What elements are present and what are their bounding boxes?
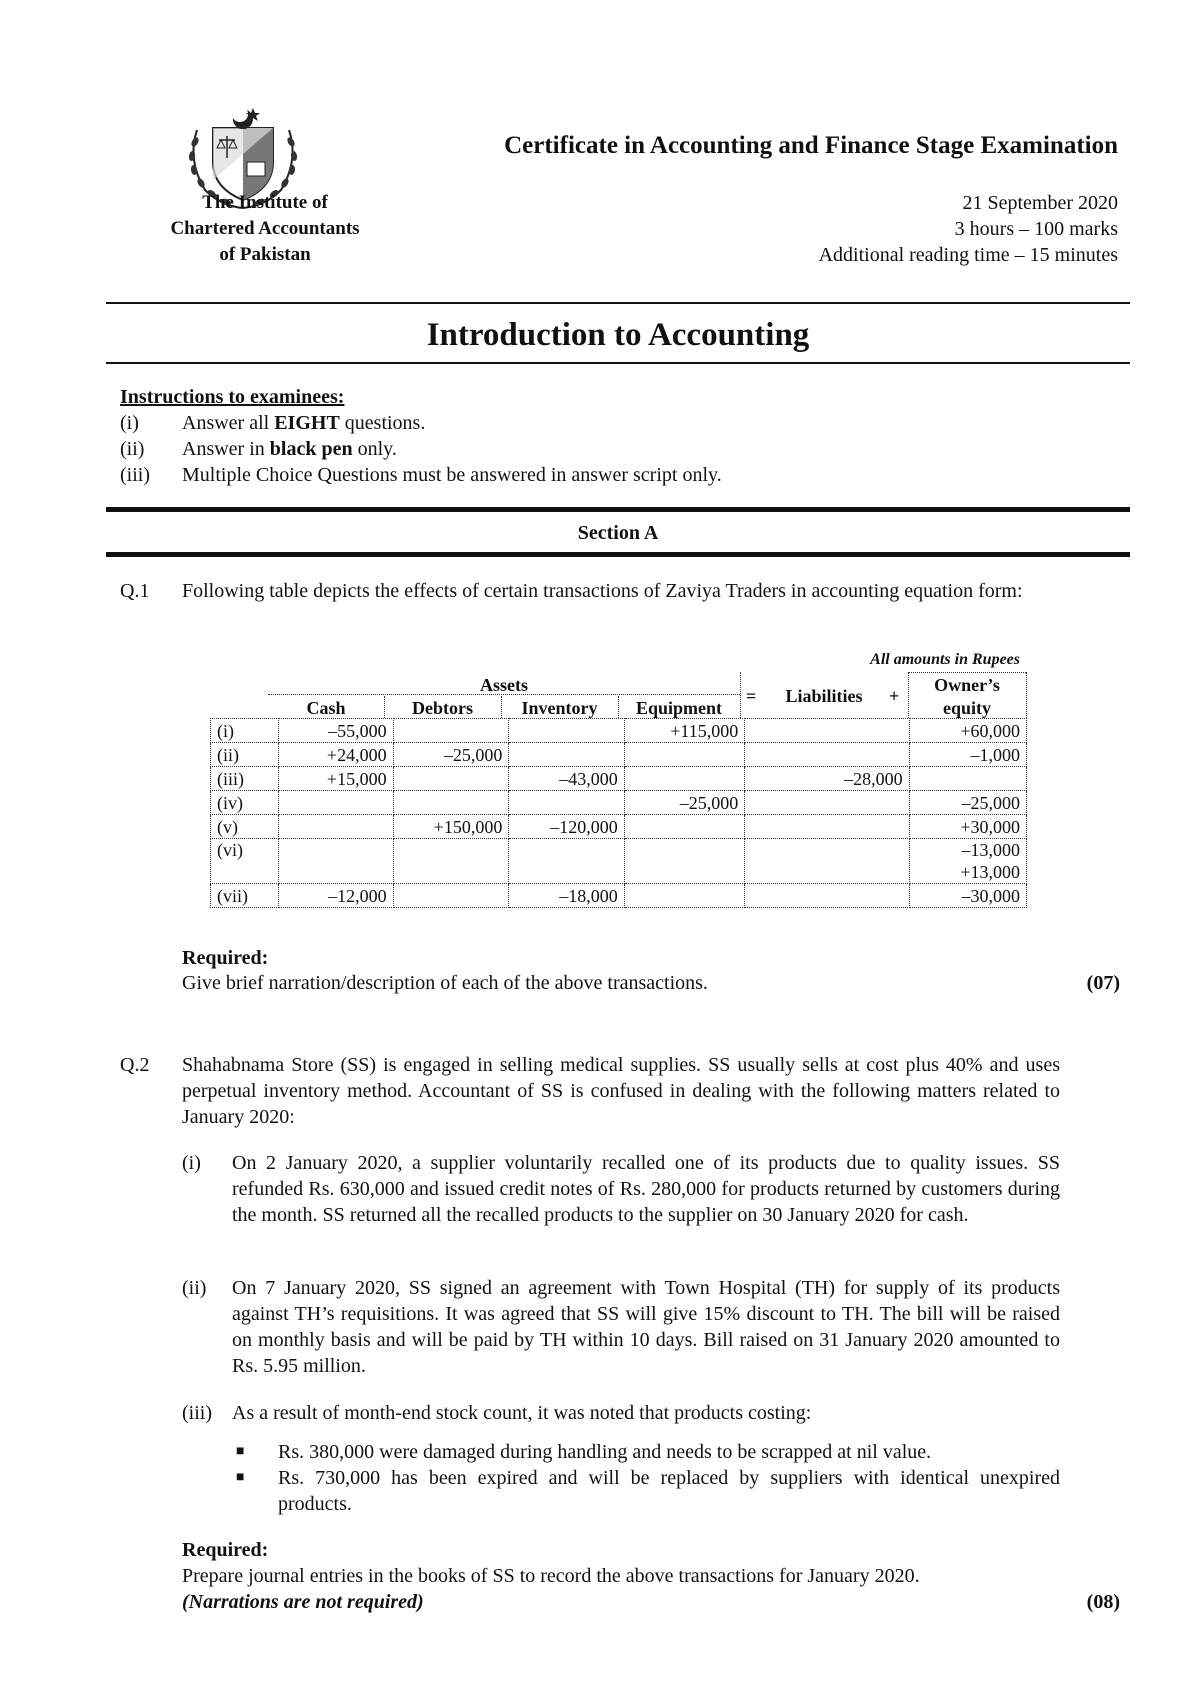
cell-liabilities bbox=[745, 743, 909, 767]
cell-inventory: –120,000 bbox=[509, 815, 624, 839]
cell-inventory: –43,000 bbox=[509, 767, 624, 791]
q1-required-text: Give brief narration/description of each of the above transactions. bbox=[182, 972, 708, 994]
cell-equipment bbox=[624, 767, 745, 791]
q2-item-number: (iii) bbox=[182, 1402, 212, 1424]
institute-name-line-3: of Pakistan bbox=[219, 244, 311, 265]
instruction-number: (i) bbox=[120, 412, 139, 434]
cell-equipment: +115,000 bbox=[624, 719, 745, 743]
q2-required-text: Prepare journal entries in the books of SS to record the above transactions for January 2020. bbox=[182, 1565, 920, 1587]
cell-debtors bbox=[393, 839, 509, 884]
paper-title: Introduction to Accounting bbox=[426, 317, 810, 353]
cell-equipment bbox=[624, 884, 745, 908]
cell-equity bbox=[909, 767, 1026, 791]
row-label: (i) bbox=[211, 719, 279, 743]
cell-cash bbox=[279, 839, 393, 884]
cell-equipment bbox=[624, 743, 745, 767]
cell-debtors: –25,000 bbox=[393, 743, 509, 767]
cell-debtors bbox=[393, 719, 509, 743]
cell-cash: +24,000 bbox=[279, 743, 393, 767]
q2-bullet-2: Rs. 730,000 has been expired and will be replaced by suppliers with identical unexpired products. bbox=[278, 1467, 1060, 1515]
instruction-number: (ii) bbox=[120, 438, 145, 460]
cell-equity: –30,000 bbox=[909, 884, 1026, 908]
cell-cash bbox=[279, 815, 393, 839]
cell-liabilities bbox=[745, 884, 909, 908]
section-rule-top bbox=[106, 507, 1130, 512]
cell-equipment bbox=[624, 839, 745, 884]
q2-item-3-text: As a result of month-end stock count, it was noted that products costing: bbox=[232, 1402, 812, 1424]
cell-inventory bbox=[509, 719, 624, 743]
bullet-icon: ■ bbox=[236, 1470, 245, 1485]
q2-marks: (08) bbox=[1086, 1591, 1120, 1613]
col-header-equipment: Equipment bbox=[635, 698, 723, 718]
cell-debtors: +150,000 bbox=[393, 815, 509, 839]
col-header-liabilities: Liabilities bbox=[785, 686, 863, 706]
q1-marks: (07) bbox=[1086, 972, 1120, 994]
instructions-heading: Instructions to examinees: bbox=[120, 386, 345, 408]
q2-item-2-text: On 7 January 2020, SS signed an agreement with Town Hospital (TH) for supply of its products against TH’s requisitions. It was agreed that SS will give 15% discount to TH. The bill will be raised on monthly basis and will be paid by TH within 10 days. Bill raised on 31 January 2020 amounted to Rs. 5.95 million. bbox=[232, 1277, 1060, 1377]
question-number-q1: Q.1 bbox=[120, 580, 150, 602]
reading-time: Additional reading time – 15 minutes bbox=[818, 244, 1118, 266]
table-row bbox=[211, 815, 1027, 839]
section-rule-bottom bbox=[106, 552, 1130, 557]
q2-required-label: Required: bbox=[182, 1539, 269, 1561]
q2-item-number: (ii) bbox=[182, 1277, 207, 1299]
cell-liabilities: –28,000 bbox=[745, 767, 909, 791]
row-label: (ii) bbox=[211, 743, 279, 767]
table-row bbox=[211, 884, 1027, 908]
q2-narration-note: (Narrations are not required) bbox=[182, 1591, 424, 1613]
col-header-debtors: Debtors bbox=[412, 698, 473, 718]
table-row bbox=[211, 767, 1027, 791]
header-dotted-line bbox=[1026, 672, 1027, 718]
table-row bbox=[211, 839, 1027, 884]
row-label: (vii) bbox=[211, 884, 279, 908]
instruction-item-1: Answer all EIGHT questions. bbox=[182, 412, 426, 434]
col-header-cash: Cash bbox=[306, 698, 346, 718]
col-header-owners-equity: Owner’s bbox=[934, 675, 1000, 695]
q2-bullet-1: Rs. 380,000 were damaged during handling and needs to be scrapped at nil value. bbox=[278, 1441, 932, 1463]
cell-equity: +60,000 bbox=[909, 719, 1026, 743]
cell-inventory bbox=[509, 791, 624, 815]
col-header-owners-equity-2: equity bbox=[942, 698, 991, 718]
cell-equipment: –25,000 bbox=[624, 791, 745, 815]
table-row bbox=[211, 719, 1027, 743]
q2-item-1-text: On 2 January 2020, a supplier voluntarily recalled one of its products due to quality issues. SS refunded Rs. 630,000 and issued credit notes of Rs. 280,000 for products returned by customers during the month. SS returned all the recalled products to the supplier on 30 January 2020 for cash. bbox=[232, 1152, 1060, 1226]
cell-cash: –12,000 bbox=[279, 884, 393, 908]
q2-item-number: (i) bbox=[182, 1152, 201, 1174]
instruction-number: (iii) bbox=[120, 464, 150, 486]
question-number-q2: Q.2 bbox=[120, 1054, 150, 1076]
exam-date: 21 September 2020 bbox=[962, 192, 1118, 214]
cell-debtors bbox=[393, 791, 509, 815]
q1-text: Following table depicts the effects of certain transactions of Zaviya Traders in accounting equation form: bbox=[182, 580, 1023, 602]
row-label: (iv) bbox=[211, 791, 279, 815]
row-label: (vi) bbox=[211, 839, 279, 884]
cell-equipment bbox=[624, 815, 745, 839]
cell-inventory bbox=[509, 743, 624, 767]
cell-equity: –1,000 bbox=[909, 743, 1026, 767]
institute-name-line-2: Chartered Accountants bbox=[170, 218, 360, 239]
cell-cash: –55,000 bbox=[279, 719, 393, 743]
institute-name-line-1: The Institute of bbox=[202, 192, 328, 213]
cell-equity-pair bbox=[909, 839, 1026, 884]
assets-header: Assets bbox=[480, 675, 528, 695]
header-dotted-line bbox=[740, 672, 741, 718]
plus-sign: + bbox=[889, 686, 900, 706]
cell-equity: –13,000 bbox=[961, 840, 1020, 860]
cell-equity-second: +13,000 bbox=[960, 862, 1020, 882]
amounts-note: All amounts in Rupees bbox=[870, 651, 1020, 668]
header-rule-top bbox=[106, 302, 1130, 304]
cell-debtors bbox=[393, 767, 509, 791]
q2-intro: Shahabnama Store (SS) is engaged in selling medical supplies. SS usually sells at cost plus 40% and uses perpetual inventory method. Accountant of SS is confused in dealing with the following matters related to January 2020: bbox=[182, 1054, 1060, 1128]
instruction-item-2: Answer in black pen only. bbox=[182, 438, 397, 460]
row-label: (iii) bbox=[211, 767, 279, 791]
accounting-equation-table bbox=[210, 718, 1027, 908]
exam-duration: 3 hours – 100 marks bbox=[954, 218, 1118, 240]
cell-liabilities bbox=[745, 719, 909, 743]
cell-liabilities bbox=[745, 791, 909, 815]
cell-cash: +15,000 bbox=[279, 767, 393, 791]
cell-equity: +30,000 bbox=[909, 815, 1026, 839]
cell-debtors bbox=[393, 884, 509, 908]
cell-inventory bbox=[509, 839, 624, 884]
row-label: (v) bbox=[211, 815, 279, 839]
equals-sign: = bbox=[746, 686, 757, 706]
section-title: Section A bbox=[577, 522, 659, 544]
instruction-item-3: Multiple Choice Questions must be answered in answer script only. bbox=[182, 464, 722, 486]
header-dotted-line bbox=[908, 672, 1026, 673]
table-row bbox=[211, 743, 1027, 767]
bullet-icon: ■ bbox=[236, 1444, 245, 1459]
cell-equity: –25,000 bbox=[909, 791, 1026, 815]
cell-liabilities bbox=[745, 839, 909, 884]
exam-title: Certificate in Accounting and Finance Stage Examination bbox=[504, 132, 1118, 159]
cell-liabilities bbox=[745, 815, 909, 839]
col-header-inventory: Inventory bbox=[521, 698, 598, 718]
cell-inventory: –18,000 bbox=[509, 884, 624, 908]
q1-required-label: Required: bbox=[182, 947, 269, 969]
table-row bbox=[211, 791, 1027, 815]
header-rule-bottom bbox=[106, 362, 1130, 364]
cell-cash bbox=[279, 791, 393, 815]
